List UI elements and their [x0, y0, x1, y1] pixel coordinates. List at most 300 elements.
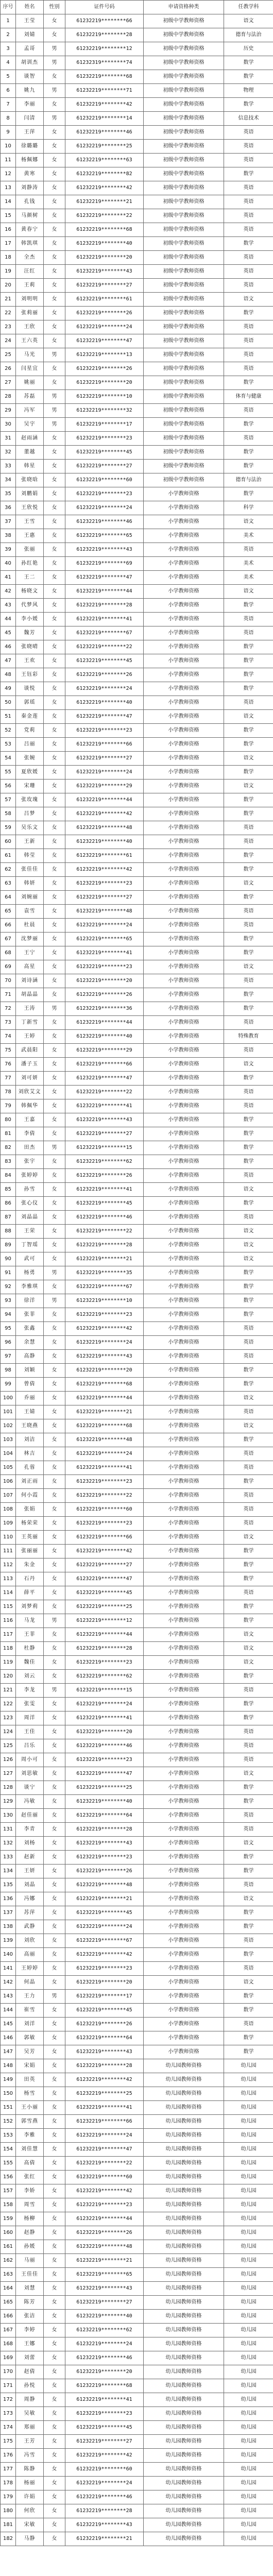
qualification-type: 小学教师资格: [144, 1711, 224, 1725]
id-number: 61232219********64: [65, 2031, 144, 2045]
subject: 数学: [224, 1906, 273, 1920]
id-number: 61232219********45: [65, 1586, 144, 1600]
qualification-type: 幼儿园教师资格: [144, 2129, 224, 2143]
row-number: 171: [1, 2379, 16, 2393]
id-number: 61232219********48: [65, 1878, 144, 1892]
id-number: 61232219********27: [65, 460, 144, 473]
row-number: 165: [1, 2296, 16, 2310]
gender: 女: [44, 2018, 65, 2031]
id-number: 61232219********45: [65, 2421, 144, 2435]
qualification-type: 小学教师资格: [144, 1350, 224, 1364]
qualification-type: 小学教师资格: [144, 1336, 224, 1350]
qualification-type: 小学教师资格: [144, 1169, 224, 1183]
table-row: [1, 1725, 273, 1739]
table-row: [1, 1252, 273, 1266]
applicant-name: 刘颖: [16, 1364, 44, 1378]
gender: 女: [44, 974, 65, 988]
table-row: [1, 501, 273, 515]
gender: 女: [44, 1113, 65, 1127]
id-number: 61232219********23: [65, 1517, 144, 1531]
table-row: [1, 1892, 273, 1906]
id-number: 61232219********43: [65, 1350, 144, 1364]
gender: 女: [44, 2518, 65, 2532]
subject: 英语: [224, 905, 273, 919]
row-number: 1: [1, 14, 16, 28]
qualification-type: 小学教师资格: [144, 1851, 224, 1865]
applicant-name: 冯娜: [16, 1892, 44, 1906]
table-row: [1, 1280, 273, 1294]
table-row: [1, 1517, 273, 1531]
applicant-name: 张晓晗: [16, 473, 44, 487]
gender: 女: [44, 1976, 65, 1990]
table-row: [1, 1169, 273, 1183]
table-row: [1, 1099, 273, 1113]
id-number: 61232219********23: [65, 724, 144, 738]
applicant-name: 孟哥: [16, 42, 44, 56]
subject: 数学: [224, 307, 273, 320]
qualification-type: 初级中学教师资格: [144, 404, 224, 418]
table-row: [1, 1475, 273, 1489]
applicant-name: 田英: [16, 2073, 44, 2087]
table-row: [1, 473, 273, 487]
qualification-type: 小学教师资格: [144, 905, 224, 919]
applicant-name: 高星: [16, 960, 44, 974]
qualification-type: 小学教师资格: [144, 919, 224, 933]
row-number: 4: [1, 56, 16, 70]
subject: 英语: [224, 1447, 273, 1461]
table-row: [1, 1322, 273, 1336]
qualification-type: 小学教师资格: [144, 1225, 224, 1239]
table-row: [1, 1753, 273, 1767]
applicant-name: 周洋: [16, 1711, 44, 1725]
table-row: [1, 1767, 273, 1781]
subject: 语文: [224, 1628, 273, 1642]
table-row: [1, 1364, 273, 1378]
qualification-type: 小学教师资格: [144, 1475, 224, 1489]
subject: 数学: [224, 1378, 273, 1392]
table-row: [1, 2059, 273, 2073]
subject: 美术: [224, 571, 273, 585]
table-row: [1, 682, 273, 696]
qualification-type: 小学教师资格: [144, 1809, 224, 1823]
table-row: [1, 2004, 273, 2018]
id-number: 61232219********27: [65, 752, 144, 766]
id-number: 61232219********46: [65, 126, 144, 140]
qualification-type: 初级中学教师资格: [144, 293, 224, 307]
qualification-type: 小学教师资格: [144, 1878, 224, 1892]
qualification-type: 幼儿园教师资格: [144, 2518, 224, 2532]
row-number: 169: [1, 2351, 16, 2365]
qualification-type: 小学教师资格: [144, 1670, 224, 1684]
qualification-type: 小学教师资格: [144, 1141, 224, 1155]
gender: 女: [44, 1572, 65, 1586]
gender: 女: [44, 1698, 65, 1711]
gender: 女: [44, 1767, 65, 1781]
subject: 体育与健康: [224, 390, 273, 404]
table-row: [1, 2171, 273, 2184]
subject: 语文: [224, 1976, 273, 1990]
table-row: [1, 1503, 273, 1517]
applicant-name: 张丽: [16, 543, 44, 557]
gender: 女: [44, 849, 65, 863]
id-number: 61232219********71: [65, 84, 144, 98]
gender: 女: [44, 1364, 65, 1378]
qualification-type: 幼儿园教师资格: [144, 2449, 224, 2463]
applicant-name: 李龙: [16, 1684, 44, 1698]
gender: 女: [44, 154, 65, 167]
gender: 女: [44, 1948, 65, 1962]
row-number: 73: [1, 1016, 16, 1030]
id-number: 61232219********42: [65, 98, 144, 112]
applicant-name: 吕梦: [16, 807, 44, 821]
table-row: [1, 738, 273, 752]
gender: 女: [44, 2101, 65, 2115]
qualification-type: 小学教师资格: [144, 1920, 224, 1934]
applicant-name: 李丽: [16, 98, 44, 112]
id-number: 61232219********67: [65, 1280, 144, 1294]
qualification-type: 初级中学教师资格: [144, 181, 224, 195]
applicant-name: 孙雪: [16, 1183, 44, 1197]
row-number: 170: [1, 2365, 16, 2379]
gender: 女: [44, 334, 65, 348]
gender: 女: [44, 2226, 65, 2240]
qualification-type: 幼儿园教师资格: [144, 2282, 224, 2296]
id-number: 61232219********42: [65, 2449, 144, 2463]
row-number: 9: [1, 126, 16, 140]
applicant-name: 吴敏: [16, 2407, 44, 2421]
table-row: [1, 1851, 273, 1865]
applicant-name: 马颜树: [16, 209, 44, 223]
subject: 语文: [224, 779, 273, 793]
id-number: 61232219********26: [65, 2018, 144, 2031]
gender: 女: [44, 515, 65, 529]
gender: 女: [44, 1725, 65, 1739]
row-number: 119: [1, 1656, 16, 1670]
id-number: 61232219********22: [65, 209, 144, 223]
table-row: [1, 181, 273, 195]
id-number: 61232219********44: [65, 1392, 144, 1405]
id-number: 61232219********27: [65, 2296, 144, 2310]
applicant-name: 汪红: [16, 265, 44, 279]
qualification-type: 小学教师资格: [144, 1197, 224, 1211]
row-number: 108: [1, 1503, 16, 1517]
gender: 女: [44, 2157, 65, 2171]
gender: 女: [44, 1447, 65, 1461]
table-row: [1, 2073, 273, 2087]
applicant-name: 胡训杰: [16, 56, 44, 70]
id-number: 61232219********40: [65, 1795, 144, 1809]
applicant-name: 李雅琪: [16, 1280, 44, 1294]
table-row: [1, 265, 273, 279]
applicant-name: 赵倩: [16, 2365, 44, 2379]
qualification-type: 小学教师资格: [144, 1378, 224, 1392]
row-number: 74: [1, 1030, 16, 1044]
row-number: 84: [1, 1169, 16, 1183]
applicant-name: 赵静: [16, 2226, 44, 2240]
id-number: 61232219********22: [65, 640, 144, 654]
row-number: 8: [1, 112, 16, 126]
subject: 数学: [224, 2031, 273, 2045]
qualification-type: 小学教师资格: [144, 793, 224, 807]
id-number: 61232219********24: [65, 2477, 144, 2490]
id-number: 61232219********43: [65, 1837, 144, 1851]
id-number: 61232219********25: [65, 140, 144, 154]
qualification-type: 小学教师资格: [144, 1433, 224, 1447]
qualification-type: 幼儿园教师资格: [144, 2115, 224, 2129]
table-row: [1, 307, 273, 320]
applicant-name: 杨佩娜: [16, 154, 44, 167]
gender: 女: [44, 1809, 65, 1823]
gender: 女: [44, 1197, 65, 1211]
applicant-name: 郭瑶: [16, 696, 44, 710]
table-row: [1, 460, 273, 473]
applicant-name: 周小可: [16, 1753, 44, 1767]
applicant-name: 石丹: [16, 1572, 44, 1586]
subject: 数学: [224, 418, 273, 432]
table-row: [1, 2518, 273, 2532]
id-number: 61232219********44: [65, 585, 144, 599]
table-row: [1, 348, 273, 362]
gender: 女: [44, 1350, 65, 1364]
gender: 女: [44, 682, 65, 696]
subject: 语文: [224, 1183, 273, 1197]
id-number: 61232219********21: [65, 1405, 144, 1419]
id-number: 61232219********25: [65, 1600, 144, 1614]
row-number: 178: [1, 2477, 16, 2490]
qualification-type: 小学教师资格: [144, 724, 224, 738]
qualification-type: 小学教师资格: [144, 626, 224, 640]
applicant-name: 魏芳: [16, 626, 44, 640]
subject: 德育与法治: [224, 28, 273, 42]
qualification-type: 小学教师资格: [144, 738, 224, 752]
row-number: 176: [1, 2449, 16, 2463]
row-number: 94: [1, 1308, 16, 1322]
subject: 英语: [224, 432, 273, 446]
applicant-name: 谈宁: [16, 1781, 44, 1795]
gender: 女: [44, 1531, 65, 1545]
gender: 女: [44, 181, 65, 195]
table-row: [1, 2324, 273, 2337]
subject: 英语: [224, 1878, 273, 1892]
id-number: 61232219********26: [65, 1865, 144, 1878]
table-row: [1, 696, 273, 710]
gender: 女: [44, 1865, 65, 1878]
applicant-name: 潘子玉: [16, 1058, 44, 1072]
table-row: [1, 1016, 273, 1030]
id-number: 61232219********69: [65, 557, 144, 571]
row-number: 137: [1, 1906, 16, 1920]
qualification-type: 小学教师资格: [144, 988, 224, 1002]
applicant-name: 王娜: [16, 2337, 44, 2351]
applicant-name: 李倩: [16, 1127, 44, 1141]
id-number: 61232219********65: [65, 529, 144, 543]
qualification-type: 初级中学教师资格: [144, 251, 224, 265]
row-number: 61: [1, 849, 16, 863]
table-row: [1, 237, 273, 251]
applicant-name: 曾倩: [16, 1378, 44, 1392]
table-row: [1, 390, 273, 404]
gender: 男: [44, 404, 65, 418]
qualification-type: 小学教师资格: [144, 1405, 224, 1419]
id-number: 61232219********20: [65, 251, 144, 265]
qualification-type: 幼儿园教师资格: [144, 2198, 224, 2212]
subject: 英语: [224, 1086, 273, 1099]
gender: 女: [44, 1239, 65, 1252]
gender: 男: [44, 1266, 65, 1280]
id-number: 61232219********26: [65, 2226, 144, 2240]
qualification-type: 小学教师资格: [144, 571, 224, 585]
gender: 女: [44, 2504, 65, 2518]
id-number: 61232219********12: [65, 1614, 144, 1628]
applicant-name: 何晶: [16, 1976, 44, 1990]
subject: 语文: [224, 1656, 273, 1670]
id-number: 61232219********42: [65, 181, 144, 195]
gender: 女: [44, 668, 65, 682]
qualification-type: 幼儿园教师资格: [144, 2171, 224, 2184]
row-number: 16: [1, 223, 16, 237]
gender: 男: [44, 1294, 65, 1308]
qualification-type: 小学教师资格: [144, 1976, 224, 1990]
subject: 数学: [224, 891, 273, 905]
table-row: [1, 1545, 273, 1558]
subject: 语文: [224, 14, 273, 28]
row-number: 22: [1, 307, 16, 320]
id-number: 61232219********21: [65, 195, 144, 209]
applicant-name: 姚丽: [16, 376, 44, 390]
qualification-type: 初级中学教师资格: [144, 418, 224, 432]
applicant-name: 张雯: [16, 1698, 44, 1711]
applicant-name: 刘思敏: [16, 1767, 44, 1781]
id-number: 61232219********12: [65, 42, 144, 56]
subject: 英语: [224, 334, 273, 348]
subject: 英语: [224, 126, 273, 140]
subject: 数学: [224, 1127, 273, 1141]
gender: 女: [44, 766, 65, 779]
applicant-name: 郑丽: [16, 2421, 44, 2435]
table-row: [1, 1225, 273, 1239]
qualification-type: 初级中学教师资格: [144, 14, 224, 28]
id-number: 61232219********24: [65, 1336, 144, 1350]
table-row: [1, 1906, 273, 1920]
subject: 数学: [224, 1614, 273, 1628]
subject: 物理: [224, 84, 273, 98]
applicant-name: 周静: [16, 2393, 44, 2407]
row-number: 60: [1, 835, 16, 849]
id-number: 61232219********65: [65, 2268, 144, 2282]
subject: 语文: [224, 1058, 273, 1072]
table-row: [1, 1044, 273, 1058]
row-number: 2: [1, 28, 16, 42]
qualification-type: 小学教师资格: [144, 1030, 224, 1044]
table-row: [1, 42, 273, 56]
row-number: 166: [1, 2310, 16, 2324]
row-number: 122: [1, 1698, 16, 1711]
row-number: 23: [1, 320, 16, 334]
id-number: 61232219********23: [65, 432, 144, 446]
row-number: 155: [1, 2157, 16, 2171]
gender: 女: [44, 195, 65, 209]
row-number: 26: [1, 362, 16, 376]
id-number: 61232219********43: [65, 265, 144, 279]
qualification-type: 初级中学教师资格: [144, 446, 224, 460]
table-row: [1, 2504, 273, 2518]
row-number: 62: [1, 863, 16, 877]
applicant-name: 刘洁: [16, 1433, 44, 1447]
row-number: 131: [1, 1823, 16, 1837]
qualification-type: 初级中学教师资格: [144, 195, 224, 209]
row-number: 104: [1, 1447, 16, 1461]
gender: 女: [44, 1656, 65, 1670]
table-row: [1, 112, 273, 126]
table-row: [1, 752, 273, 766]
gender: 女: [44, 362, 65, 376]
id-number: 61232219********61: [65, 293, 144, 307]
applicant-name: 丁智瑶: [16, 1239, 44, 1252]
id-number: 61232219********27: [65, 1558, 144, 1572]
applicant-name: 王佳佳: [16, 2268, 44, 2282]
subject: 英语: [224, 348, 273, 362]
applicant-name: 吴乐文: [16, 821, 44, 835]
id-number: 61232219********22: [65, 1225, 144, 1239]
qualification-type: 初级中学教师资格: [144, 348, 224, 362]
id-number: 61232219********60: [65, 2463, 144, 2477]
applicant-name: 宋珊: [16, 779, 44, 793]
row-number: 158: [1, 2198, 16, 2212]
qualification-type: 幼儿园教师资格: [144, 2532, 224, 2546]
qualification-type: 幼儿园教师资格: [144, 2184, 224, 2198]
row-number: 5: [1, 70, 16, 84]
subject: 数学: [224, 1113, 273, 1127]
table-row: [1, 2018, 273, 2031]
qualification-type: 小学教师资格: [144, 1392, 224, 1405]
id-number: 61232219********68: [65, 70, 144, 84]
qualification-type: 小学教师资格: [144, 1865, 224, 1878]
table-row: [1, 933, 273, 946]
row-number: 43: [1, 599, 16, 613]
applicant-name: 张心仪: [16, 1197, 44, 1211]
id-number: 61232219********67: [65, 626, 144, 640]
subject: 数学: [224, 1795, 273, 1809]
qualification-type: 小学教师资格: [144, 1628, 224, 1642]
table-row: [1, 1642, 273, 1656]
qualification-type: 初级中学教师资格: [144, 473, 224, 487]
gender: 女: [44, 571, 65, 585]
gender: 女: [44, 738, 65, 752]
gender: 女: [44, 2463, 65, 2477]
gender: 女: [44, 487, 65, 501]
subject: 英语: [224, 1962, 273, 1976]
qualification-type: 小学教师资格: [144, 1698, 224, 1711]
subject: 英语: [224, 251, 273, 265]
row-number: 103: [1, 1433, 16, 1447]
gender: 女: [44, 1517, 65, 1531]
subject: 英语: [224, 195, 273, 209]
subject: 数学: [224, 849, 273, 863]
row-number: 153: [1, 2129, 16, 2143]
row-number: 116: [1, 1614, 16, 1628]
id-number: 61232219********23: [65, 2407, 144, 2421]
gender: 女: [44, 1878, 65, 1892]
gender: 女: [44, 2310, 65, 2324]
id-number: 61232219********45: [65, 654, 144, 668]
table-row: [1, 2087, 273, 2101]
row-number: 83: [1, 1155, 16, 1169]
applicant-name: 孙媛: [16, 2240, 44, 2254]
gender: 女: [44, 2324, 65, 2337]
id-number: 61232219********20: [65, 1725, 144, 1739]
table-row: [1, 571, 273, 585]
table-row: [1, 1294, 273, 1308]
